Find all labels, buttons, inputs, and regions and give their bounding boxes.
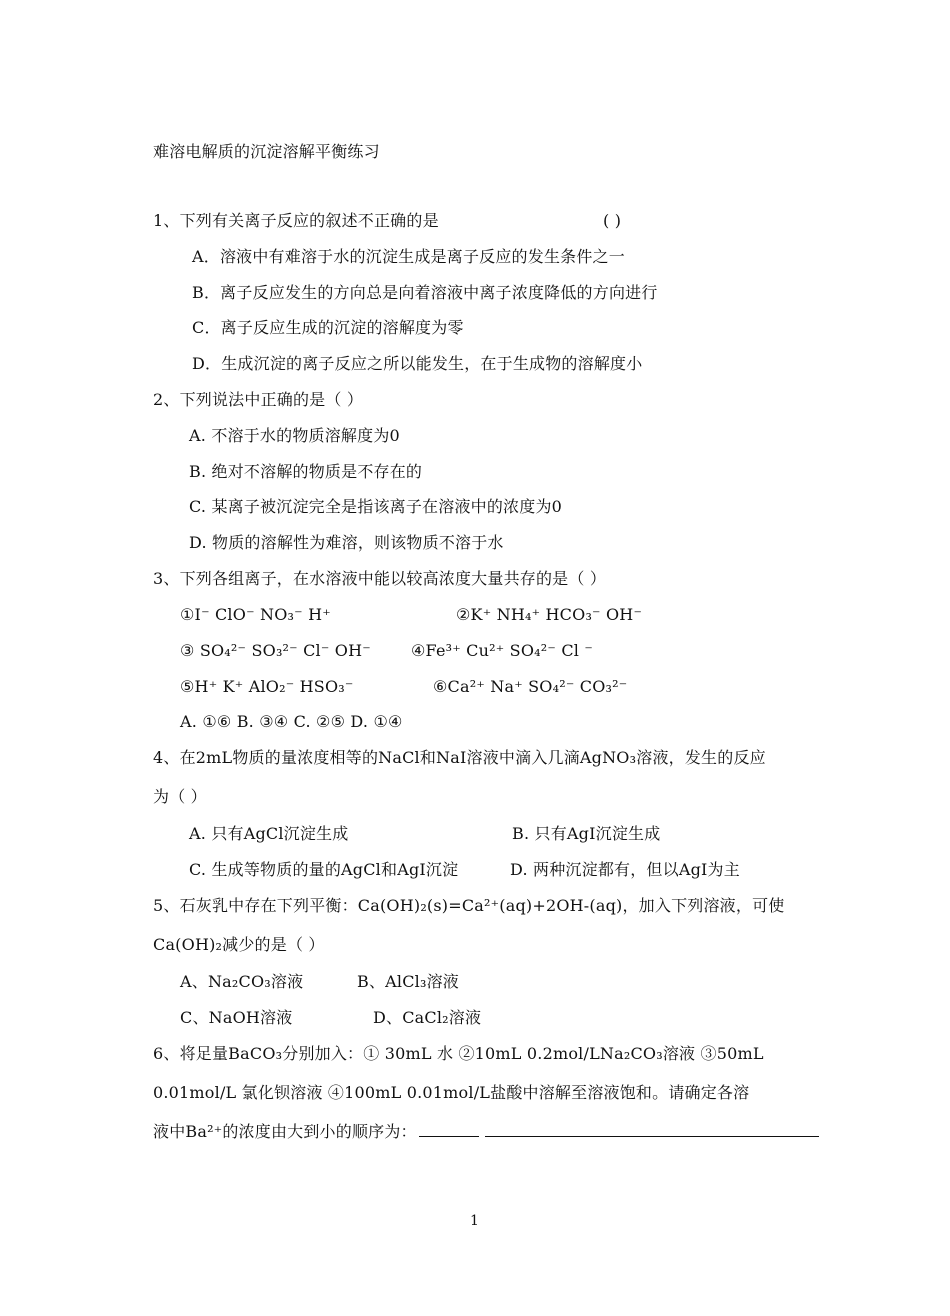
question-6-line-3 (153, 1122, 819, 1142)
question-5-stem-line-1: 5、石灰乳中存在下列平衡：Ca(OH)₂(s)=Ca²⁺(aq)+2OH-(aq)，加入下列溶液，可使 (153, 896, 785, 915)
question-1-option-d: D．生成沉淀的离子反应之所以能发生，在于生成物的溶解度小 (192, 354, 643, 373)
question-4-option-c: C. 生成等物质的量的AgCl和AgI沉淀 (189, 860, 459, 879)
question-1-option-b: B．离子反应发生的方向总是向着溶液中离子浓度降低的方向进行 (192, 283, 658, 302)
question-3-ion-group-2: ②K⁺ NH₄⁺ HCO₃⁻ OH⁻ (456, 605, 643, 624)
question-2-stem: 2、下列说法中正确的是（ ） (153, 390, 364, 409)
question-4-option-b: B. 只有AgI沉淀生成 (512, 824, 661, 843)
answer-blank-short[interactable] (419, 1122, 479, 1137)
question-3-ion-group-3: ③ SO₄²⁻ SO₃²⁻ Cl⁻ OH⁻ (180, 641, 371, 660)
question-1-stem: 1、下列有关离子反应的叙述不正确的是 (153, 211, 439, 230)
question-1-answer-paren: ( ) (603, 211, 622, 230)
question-5-option-a: A、Na₂CO₃溶液 (180, 972, 304, 991)
question-4-stem-line-2: 为（ ） (153, 787, 207, 806)
question-1-option-c: C．离子反应生成的沉淀的溶解度为零 (192, 318, 464, 337)
question-3-ion-group-1: ①I⁻ ClO⁻ NO₃⁻ H⁺ (180, 605, 331, 624)
question-6-prompt: 液中Ba²⁺的浓度由大到小的顺序为： (153, 1122, 417, 1141)
question-4-option-a: A. 只有AgCl沉淀生成 (189, 824, 349, 843)
question-6-line-1: 6、将足量BaCO₃分别加入：① 30mL 水 ②10mL 0.2mol/LNa₂CO₃溶液 ③50mL (153, 1044, 764, 1063)
question-2-option-d: D. 物质的溶解性为难溶，则该物质不溶于水 (189, 533, 504, 552)
question-3-ion-group-4: ④Fe³⁺ Cu²⁺ SO₄²⁻ Cl ⁻ (411, 641, 594, 660)
page-title: 难溶电解质的沉淀溶解平衡练习 (153, 142, 380, 161)
question-1-option-a: A．溶液中有难溶于水的沉淀生成是离子反应的发生条件之一 (192, 247, 625, 266)
question-2-option-a: A. 不溶于水的物质溶解度为0 (189, 426, 400, 445)
question-5-option-c: C、NaOH溶液 (180, 1008, 293, 1027)
answer-blank[interactable] (485, 1122, 819, 1137)
question-6-line-2: 0.01mol/L 氯化钡溶液 ④100mL 0.01mol/L盐酸中溶解至溶液饱和。请确定各溶 (153, 1083, 750, 1102)
question-5-option-d: D、CaCl₂溶液 (373, 1008, 482, 1027)
question-2-option-c: C. 某离子被沉淀完全是指该离子在溶液中的浓度为0 (189, 497, 563, 516)
page-number: 1 (470, 1213, 479, 1229)
question-4-option-d: D. 两种沉淀都有，但以AgI为主 (510, 860, 740, 879)
question-4-stem-line-1: 4、在2mL物质的量浓度相等的NaCl和NaI溶液中滴入几滴AgNO₃溶液，发生的反应 (153, 748, 766, 767)
question-3-ion-group-6: ⑥Ca²⁺ Na⁺ SO₄²⁻ CO₃²⁻ (433, 677, 628, 696)
question-3-stem: 3、下列各组离子，在水溶液中能以较高浓度大量共存的是（ ） (153, 569, 607, 588)
question-5-stem-line-2: Ca(OH)₂减少的是（ ） (153, 935, 325, 954)
question-2-option-b: B. 绝对不溶解的物质是不存在的 (189, 462, 423, 481)
question-5-option-b: B、AlCl₃溶液 (357, 972, 460, 991)
question-3-options: A. ①⑥ B. ③④ C. ②⑤ D. ①④ (180, 712, 403, 731)
question-3-ion-group-5: ⑤H⁺ K⁺ AlO₂⁻ HSO₃⁻ (180, 677, 354, 696)
